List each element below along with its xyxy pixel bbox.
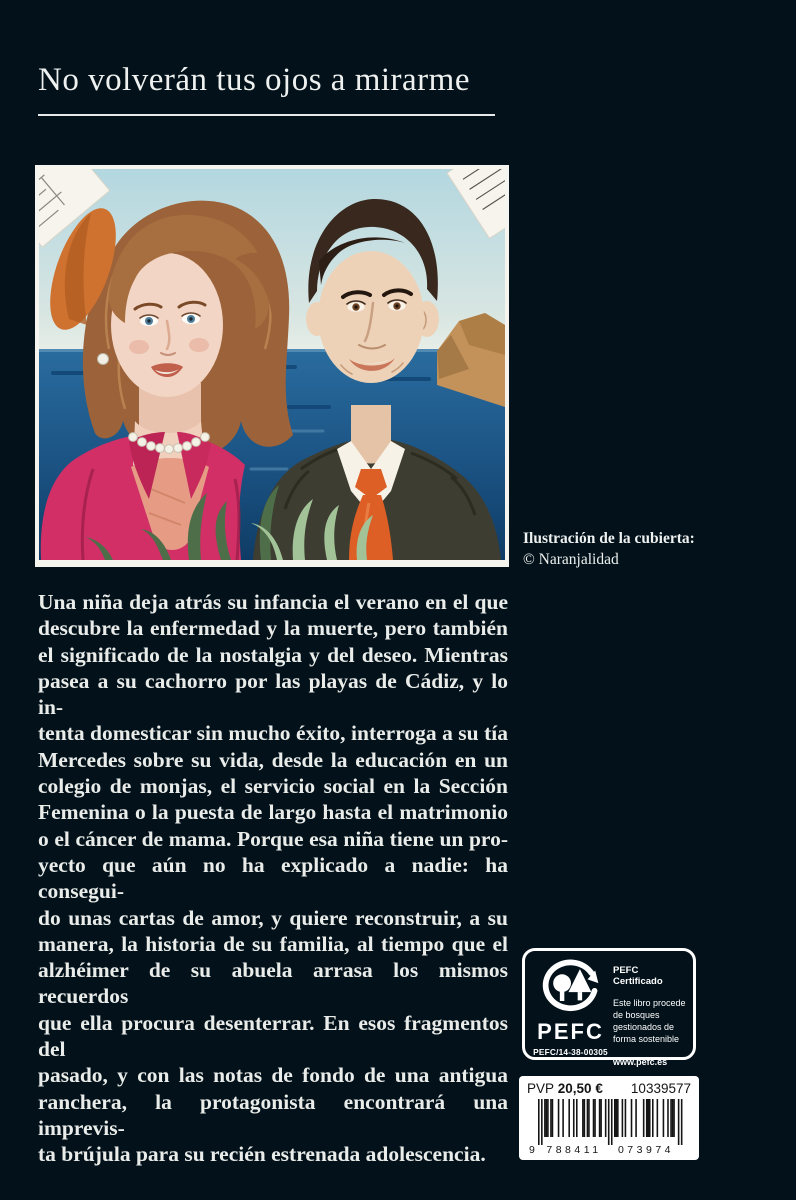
barcode-digit-group-2: 788411 [546,1144,602,1156]
pefc-description: Este libro procede de bosques gestionados de forma sostenible [613,998,686,1044]
synopsis-line: el significado de la nostalgia y del deseo. Mientras [38,642,508,667]
synopsis-line: do unas cartas de amor, y quiere reconstruir, a su [38,905,508,930]
synopsis-line: ranchera, la protagonista encontrará una imprevis- [38,1089,508,1140]
pefc-text-block [608,959,687,1067]
synopsis-line: manera, la historia de su familia, al tiempo que el [38,931,508,956]
credit-heading: Ilustración de la cubierta: [523,530,695,547]
synopsis-line: pasado, y con las notas de fondo de una antigua [38,1063,508,1088]
illustration-credit [523,528,695,570]
price-label: PVP [527,1081,555,1096]
synopsis-line: o el cáncer de mama. Porque esa niña tiene un pro- [38,826,508,851]
title-underline [38,114,495,116]
sku-number: 10339577 [630,1081,691,1096]
pefc-heading: PEFC Certificado [613,965,663,987]
synopsis-line: que ella procura desenterrar. En esos fragmentos del [38,1010,508,1062]
synopsis-line: Mercedes sobre su vida, desde la educación en un [38,747,508,772]
price [527,1081,603,1096]
pefc-cert-code: PEFC/14-38-00305 [533,1047,608,1057]
barcode-digit-group-1: 9 [529,1144,535,1156]
barcode-digit-group-3: 073974 [617,1144,675,1156]
pefc-wordmark: PEFC [537,1019,604,1044]
synopsis [38,589,508,1168]
pefc-certificate-box [522,948,696,1067]
page-title: No volverán tus ojos a mirarme [38,62,470,98]
synopsis-line: Una niña deja atrás su infancia el verano en el que [38,590,508,614]
pefc-url: www.pefc.es [613,1057,668,1067]
ean13-barcode [527,1098,691,1156]
price-amount: 20,50 € [557,1081,603,1096]
synopsis-line: ta brújula para su recién estrenada adolescencia. [38,1142,486,1167]
synopsis-line: yecto que aún no ha explicado a nadie: ha consegui- [38,852,508,904]
price-row [527,1081,691,1096]
pefc-logo-block [533,959,608,1057]
couple-portrait-illustration [39,169,505,560]
cover-illustration [35,165,509,567]
synopsis-line: tenta domesticar sin mucho éxito, interroga a su tía [38,721,508,746]
credit-name: © Naranjalidad [523,551,619,568]
synopsis-line: Femenina o la puesta de largo hasta el matrimonio [38,800,508,825]
barcode-sticker [519,1076,699,1160]
synopsis-line: alzhéimer de su abuela arrasa los mismos recuerdos [38,958,508,1009]
pefc-logo-icon [539,959,603,1015]
synopsis-line: pasea a su cachorro por las playas de Cádiz, y lo in- [38,668,508,720]
synopsis-line: colegio de monjas, el servicio social en la Sección [38,774,508,799]
synopsis-line: descubre la enfermedad y la muerte, pero también [38,616,508,641]
